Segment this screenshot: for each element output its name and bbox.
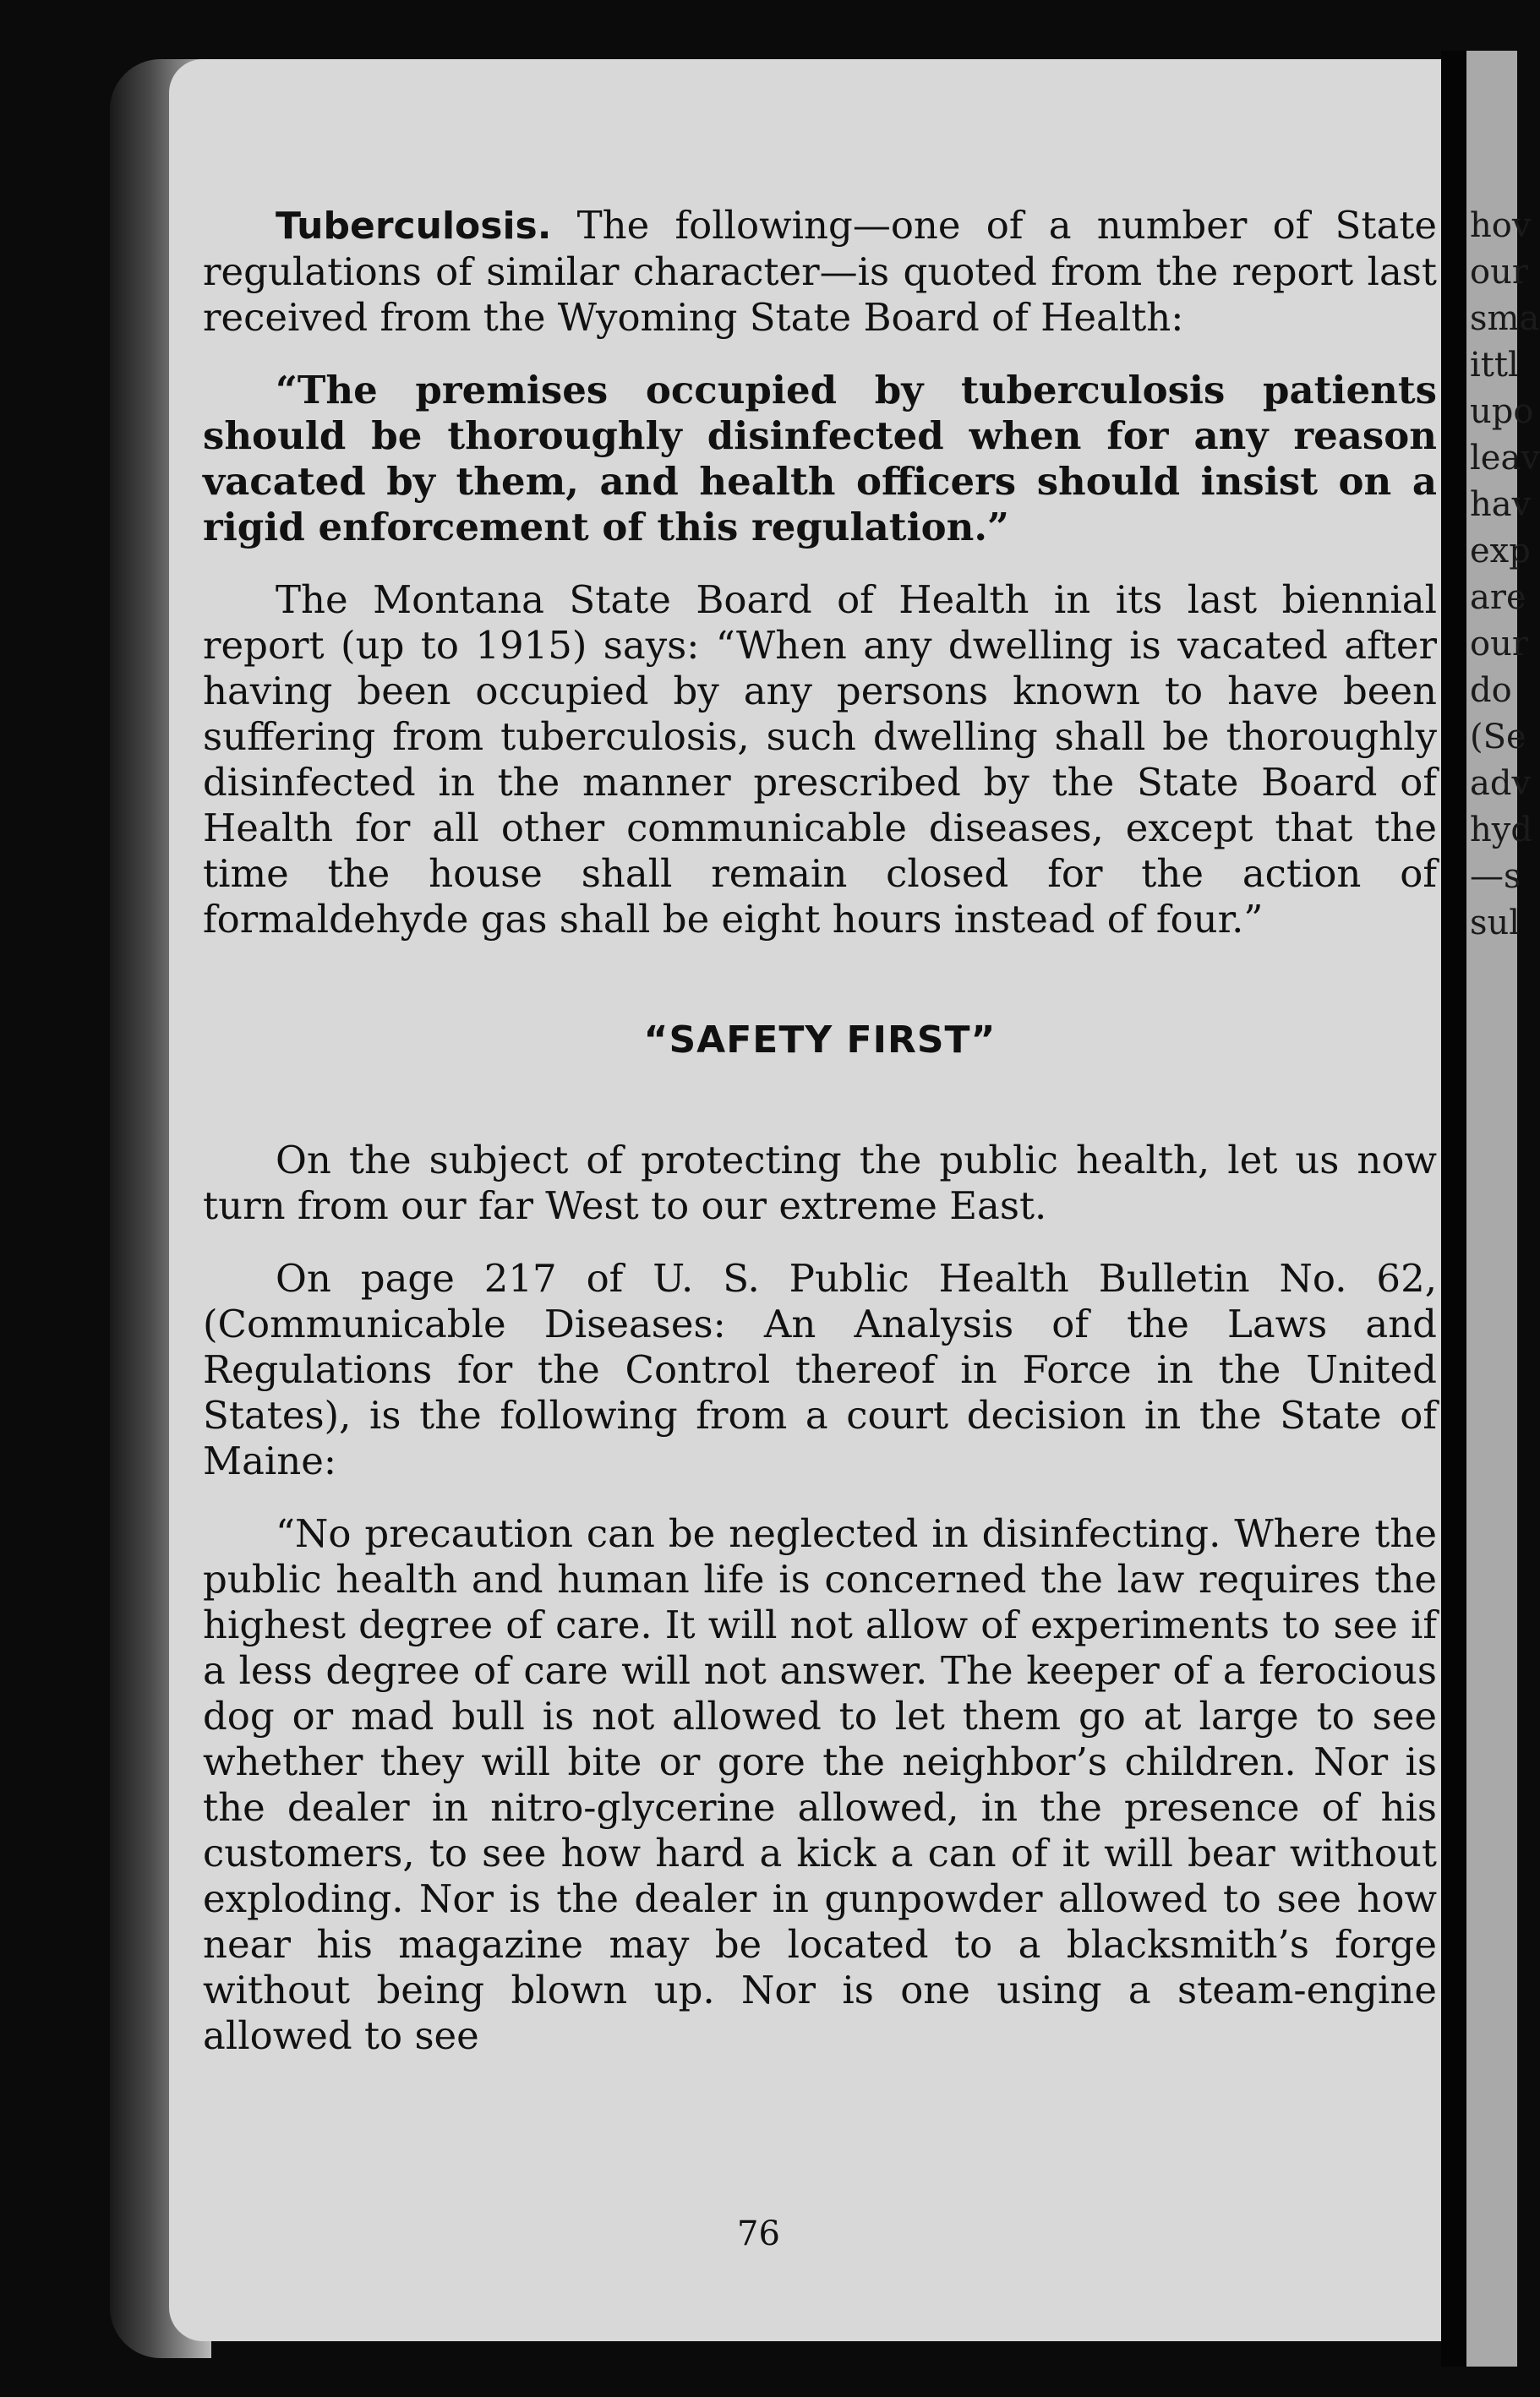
- adjacent-fragment: hav: [1470, 485, 1532, 524]
- paragraph-maine-quote: “No precaution can be neglected in disinfecting. Where the public health and human life is concerned the law requires the highest degree of care. It will not allow of experiments to see if a less degree of care will not answer. The keeper of a ferocious dog or mad bull is not allowed to let them go at large to see whether they will bite or gore the neighbor’s children. Nor is the dealer in nitro-glycerine allowed, in the presence of his customers, to see how hard a kick a can of it will bear without exploding. Nor is the dealer in gunpowder allowed to see how near his magazine may be located to a blacksmith’s forge without being blown up. Nor is one using a steam-engine allowed to see: [203, 1511, 1437, 2058]
- adjacent-fragment: (Se: [1470, 718, 1526, 756]
- binding-gutter: [1441, 51, 1466, 2367]
- adjacent-fragment: ittl: [1470, 346, 1519, 385]
- adjacent-fragment: —s: [1470, 857, 1521, 896]
- adjacent-page-edge: [1466, 51, 1540, 2367]
- adjacent-fragment: are: [1470, 578, 1526, 617]
- adjacent-fragment: adv: [1470, 764, 1532, 803]
- paragraph-tuberculosis: [203, 203, 1437, 341]
- section-heading: “SAFETY FIRST”: [643, 1018, 997, 1062]
- adjacent-fragment: hov: [1470, 206, 1532, 245]
- adjacent-fragment: our: [1470, 625, 1528, 663]
- paragraph-montana: The Montana State Board of Health in its last biennial report (up to 1915) says: “When any dwelling is vacated after having been occupied by any persons known to have been suffering from tuberculosis, such dwelling shall be thoroughly disinfected in the manner prescribed by the State Board of Health for all other communicable diseases, except that the time the house shall remain closed for the action of formaldehyde gas shall be eight hours instead of four.”: [203, 577, 1437, 942]
- adjacent-fragment: hyd: [1470, 811, 1532, 849]
- adjacent-fragment: sul: [1470, 904, 1521, 942]
- page-number: 76: [737, 2214, 780, 2253]
- adjacent-fragment: do: [1470, 671, 1512, 710]
- paragraph-protecting: On the subject of protecting the public health, let us now turn from our far West to our extreme East.: [203, 1138, 1437, 1228]
- paragraph-wyoming-quote: “The premises occupied by tuberculosis patients should be thoroughly disinfected when for any reason vacated by them, and health officers should insist on a rigid enforcement of this regulation.”: [203, 368, 1437, 549]
- paragraph-bulletin: On page 217 of U. S. Public Health Bulletin No. 62, (Communicable Diseases: An Analysis of the Laws and Regulations for the Control thereof in Force in the United States), is the following from a court decision in the State of Maine:: [203, 1256, 1437, 1483]
- paragraph-term: Tuberculosis.: [276, 205, 552, 248]
- adjacent-fragment: our: [1470, 253, 1528, 292]
- adjacent-fragment: upo: [1470, 392, 1534, 431]
- adjacent-fragment: sma: [1470, 299, 1540, 338]
- page-text: [203, 203, 1437, 2086]
- paragraph-text: The following—one of a number of State regulations of similar character—is quoted from the report last received from the Wyoming State Board of Health:: [203, 203, 1438, 340]
- adjacent-fragment: exp: [1470, 532, 1531, 571]
- adjacent-fragment: leav: [1470, 439, 1540, 478]
